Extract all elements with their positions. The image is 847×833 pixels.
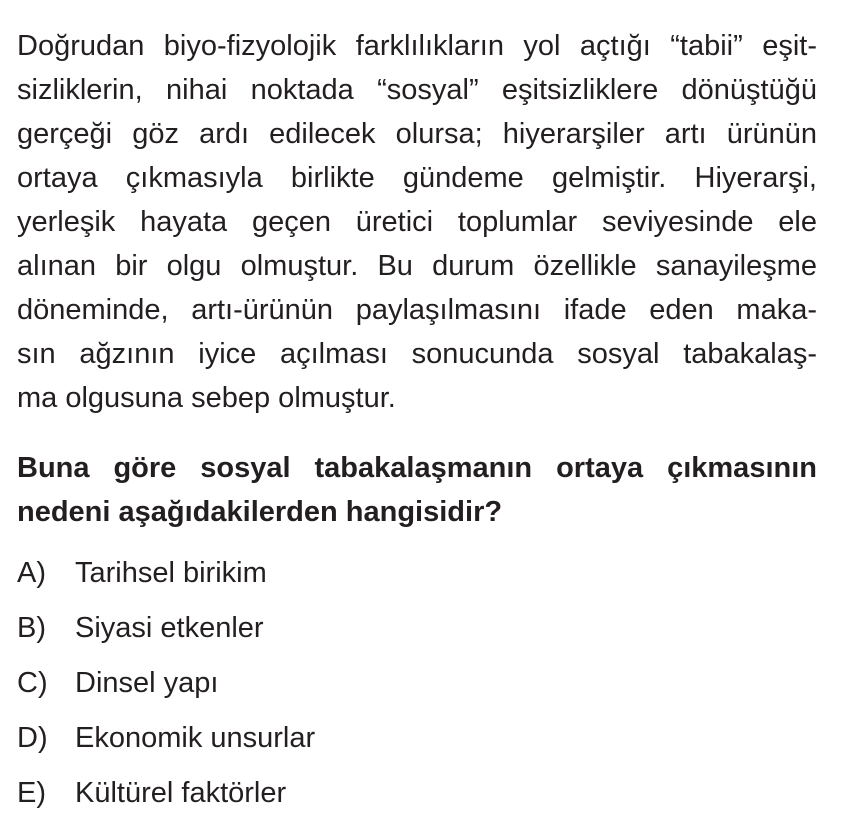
passage-line: yerleşik hayata geçen üretici toplumlar seviyesinde ele	[17, 206, 817, 238]
option-c[interactable]	[17, 656, 817, 711]
passage-line: gerçeği göz ardı edilecek olursa; hiyerarşiler artı ürünün	[17, 118, 817, 150]
question-line: Buna göre sosyal tabakalaşmanın ortaya çıkmasının	[17, 452, 817, 484]
option-d[interactable]	[17, 711, 817, 766]
option-b[interactable]	[17, 601, 817, 656]
option-e[interactable]	[17, 766, 817, 821]
option-letter: D)	[17, 722, 48, 754]
passage-line: sizliklerin, nihai noktada “sosyal” eşitsizliklere dönüştüğü	[17, 74, 817, 106]
option-text: Kültürel faktörler	[75, 777, 287, 809]
question-line: nedeni aşağıdakilerden hangisidir?	[17, 496, 503, 528]
answer-options	[17, 546, 817, 821]
passage	[17, 24, 817, 420]
option-letter: C)	[17, 667, 48, 699]
option-text: Siyasi etkenler	[75, 612, 264, 644]
question-page	[17, 24, 817, 821]
passage-line: sın ağzının iyice açılması sonucunda sosyal tabakalaş-	[17, 338, 817, 370]
option-a[interactable]	[17, 546, 817, 601]
option-letter: E)	[17, 777, 46, 809]
option-letter: A)	[17, 557, 46, 589]
option-text: Ekonomik unsurlar	[75, 722, 316, 754]
passage-line: alınan bir olgu olmuştur. Bu durum özellikle sanayileşme	[17, 250, 817, 282]
passage-line: ma olgusuna sebep olmuştur.	[17, 382, 396, 414]
option-text: Dinsel yapı	[75, 667, 219, 699]
option-text: Tarihsel birikim	[75, 557, 267, 589]
passage-line: Doğrudan biyo-fizyolojik farklılıkların yol açtığı “tabii” eşit-	[17, 30, 817, 62]
option-letter: B)	[17, 612, 46, 644]
passage-line: döneminde, artı-ürünün paylaşılmasını ifade eden maka-	[17, 294, 817, 326]
question-stem	[17, 446, 817, 534]
passage-line: ortaya çıkmasıyla birlikte gündeme gelmiştir. Hiyerarşi,	[17, 162, 817, 194]
